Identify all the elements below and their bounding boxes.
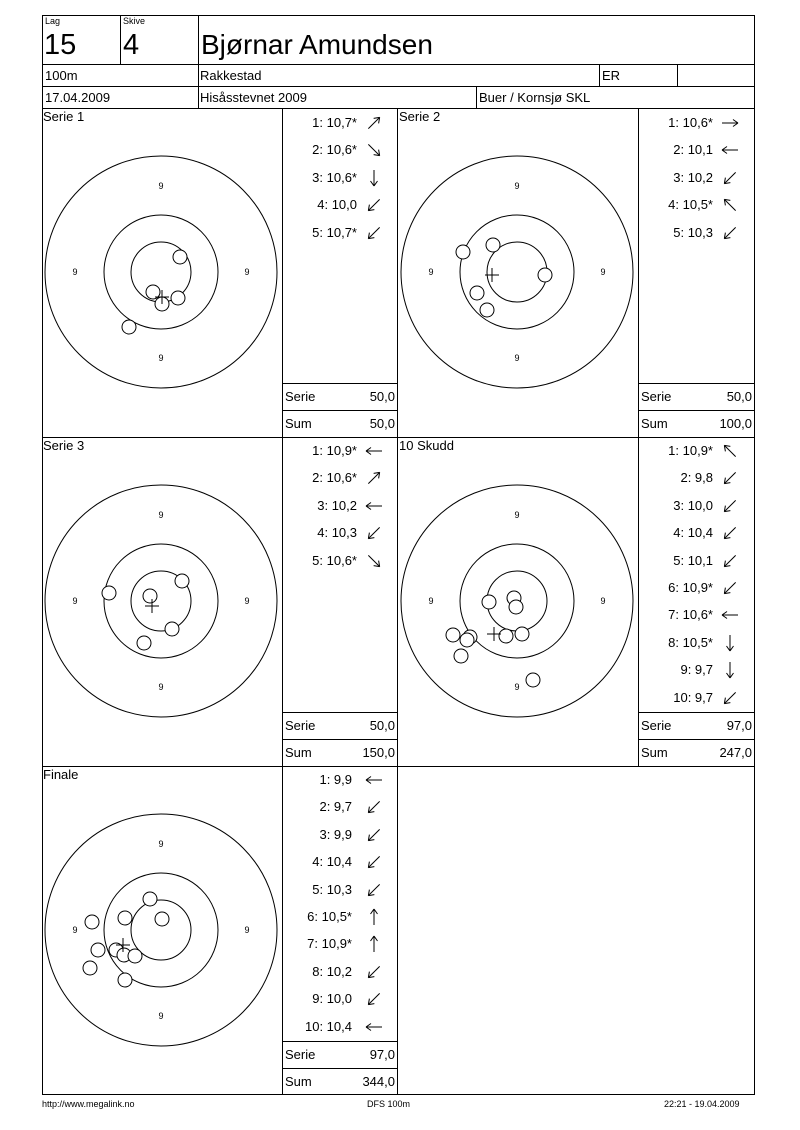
direction-arrow-icon xyxy=(363,906,385,928)
shot-hole xyxy=(128,949,142,963)
direction-arrow-icon xyxy=(719,139,741,161)
serie-value: 50,0 xyxy=(369,718,395,733)
shot-hole xyxy=(499,629,513,643)
ring-label: 9 xyxy=(158,181,164,191)
serie-label: Serie xyxy=(285,389,316,404)
serie-value: 97,0 xyxy=(369,1047,395,1062)
shot-hole xyxy=(515,627,529,641)
ring-label: 9 xyxy=(158,510,164,520)
shot-hole xyxy=(165,622,179,636)
shot-hole xyxy=(480,303,494,317)
shot-value: 5: 10,1 xyxy=(673,552,713,568)
class: ER xyxy=(602,68,621,83)
serie-label: Serie xyxy=(285,718,316,733)
ring-label: 9 xyxy=(72,596,78,606)
direction-arrow-icon xyxy=(363,796,385,818)
shot-value: 8: 10,2 xyxy=(312,963,352,979)
direction-arrow-icon xyxy=(363,933,385,955)
shot-value: 9: 10,0 xyxy=(312,991,352,1007)
shot-value: 3: 10,2 xyxy=(673,169,713,185)
sum-value: 100,0 xyxy=(719,416,752,431)
shot-value: 1: 10,9* xyxy=(312,443,357,458)
footer-center: DFS 100m xyxy=(367,1099,411,1109)
direction-arrow-icon xyxy=(363,824,385,846)
shot-hole xyxy=(143,589,157,603)
ring-label: 9 xyxy=(514,682,520,692)
ring-label: 9 xyxy=(244,925,250,935)
ring-label: 9 xyxy=(428,267,434,277)
direction-arrow-icon xyxy=(719,467,741,489)
target-ring xyxy=(460,215,574,329)
sum-label: Sum xyxy=(285,1074,312,1089)
panel-title: 10 Skudd xyxy=(399,438,454,453)
shot-hole xyxy=(486,238,500,252)
sum-label: Sum xyxy=(641,416,668,431)
sum-label: Sum xyxy=(285,745,312,760)
shot-value: 4: 10,5* xyxy=(668,197,713,213)
direction-arrow-icon xyxy=(719,222,741,244)
shot-hole xyxy=(509,600,523,614)
ring-label: 9 xyxy=(244,267,250,277)
shot-hole xyxy=(102,586,116,600)
shot-value: 2: 10,6* xyxy=(312,470,357,486)
direction-arrow-icon xyxy=(719,194,741,216)
direction-arrow-icon xyxy=(363,988,385,1010)
shot-hole xyxy=(454,649,468,663)
ring-label: 9 xyxy=(72,925,78,935)
direction-arrow-icon xyxy=(363,769,385,791)
sum-label: Sum xyxy=(641,745,668,760)
club: Rakkestad xyxy=(200,68,262,83)
shot-value: 4: 10,4 xyxy=(673,525,713,541)
direction-arrow-icon xyxy=(363,467,385,489)
lag-number: 15 xyxy=(44,29,77,61)
direction-arrow-icon xyxy=(363,139,385,161)
shooter-name: Bjørnar Amundsen xyxy=(201,29,433,60)
sum-value: 150,0 xyxy=(362,745,395,760)
direction-arrow-icon xyxy=(363,440,385,462)
shot-value: 2: 10,6* xyxy=(312,142,357,158)
shot-value: 2: 10,1 xyxy=(673,142,713,158)
direction-arrow-icon xyxy=(719,167,741,189)
direction-arrow-icon xyxy=(719,440,741,462)
sum-value: 247,0 xyxy=(719,745,752,760)
shot-hole xyxy=(118,911,132,925)
shot-value: 2: 9,7 xyxy=(319,799,352,815)
serie-value: 50,0 xyxy=(726,389,752,404)
direction-arrow-icon xyxy=(719,550,741,572)
shot-value: 10: 9,7 xyxy=(673,689,713,705)
shot-value: 5: 10,7* xyxy=(312,224,357,240)
shot-hole xyxy=(85,915,99,929)
ring-label: 9 xyxy=(72,267,78,277)
shot-value: 6: 10,5* xyxy=(307,909,352,924)
shot-value: 1: 9,9 xyxy=(319,772,352,787)
target-diagram xyxy=(41,810,281,1050)
direction-arrow-icon xyxy=(363,879,385,901)
event-name: Hisåsstevnet 2009 xyxy=(200,90,307,105)
shot-hole xyxy=(171,291,185,305)
shot-value: 3: 10,6* xyxy=(312,169,357,185)
direction-arrow-icon xyxy=(719,577,741,599)
ring-label: 9 xyxy=(244,596,250,606)
shot-value: 6: 10,9* xyxy=(668,580,713,595)
ring-label: 9 xyxy=(158,1011,164,1021)
shot-hole xyxy=(460,633,474,647)
shot-hole xyxy=(446,628,460,642)
shot-hole xyxy=(175,574,189,588)
shot-hole xyxy=(173,250,187,264)
ring-label: 9 xyxy=(514,353,520,363)
shot-hole xyxy=(83,961,97,975)
shot-hole xyxy=(470,286,484,300)
shot-hole xyxy=(526,673,540,687)
panel-title: Serie 2 xyxy=(399,109,441,124)
direction-arrow-icon xyxy=(363,222,385,244)
direction-arrow-icon xyxy=(719,112,741,134)
shot-value: 3: 10,2 xyxy=(317,497,357,513)
lag-label: Lag xyxy=(45,16,61,26)
ring-label: 9 xyxy=(600,267,606,277)
shot-value: 7: 10,6* xyxy=(668,607,713,623)
shot-value: 5: 10,3 xyxy=(673,224,713,240)
target-diagram xyxy=(41,481,281,721)
footer-url[interactable]: http://www.megalink.no xyxy=(42,1099,135,1109)
direction-arrow-icon xyxy=(719,495,741,517)
shot-value: 4: 10,0 xyxy=(317,197,357,213)
ring-label: 9 xyxy=(514,510,520,520)
shot-value: 8: 10,5* xyxy=(668,634,713,650)
shot-value: 4: 10,3 xyxy=(317,525,357,541)
ring-label: 9 xyxy=(600,596,606,606)
direction-arrow-icon xyxy=(363,1016,385,1038)
range-name: Buer / Kornsjø SKL xyxy=(479,90,591,105)
shot-hole xyxy=(456,245,470,259)
direction-arrow-icon xyxy=(363,112,385,134)
sum-value: 50,0 xyxy=(369,416,395,431)
ring-label: 9 xyxy=(428,596,434,606)
shot-hole xyxy=(91,943,105,957)
serie-label: Serie xyxy=(641,718,672,733)
skive-label: Skive xyxy=(123,16,146,26)
center-cross xyxy=(487,627,501,641)
shot-value: 1: 10,7* xyxy=(312,115,357,130)
direction-arrow-icon xyxy=(363,167,385,189)
shot-value: 4: 10,4 xyxy=(312,854,352,870)
shot-hole xyxy=(122,320,136,334)
ring-label: 9 xyxy=(158,682,164,692)
serie-value: 50,0 xyxy=(369,389,395,404)
target-diagram xyxy=(41,152,281,392)
shot-hole xyxy=(143,892,157,906)
shot-value: 1: 10,9* xyxy=(668,443,713,458)
shot-value: 3: 10,0 xyxy=(673,497,713,513)
ring-label: 9 xyxy=(158,839,164,849)
target-diagram xyxy=(397,152,637,392)
target-ring xyxy=(104,215,218,329)
shot-value: 10: 10,4 xyxy=(305,1018,352,1034)
shot-hole xyxy=(155,912,169,926)
shot-hole xyxy=(538,268,552,282)
ring-label: 9 xyxy=(514,181,520,191)
shot-value: 9: 9,7 xyxy=(680,662,713,678)
footer-timestamp: 22:21 - 19.04.2009 xyxy=(664,1099,740,1109)
serie-label: Serie xyxy=(641,389,672,404)
sum-label: Sum xyxy=(285,416,312,431)
shot-value: 1: 10,6* xyxy=(668,115,713,130)
target-ring xyxy=(104,544,218,658)
direction-arrow-icon xyxy=(363,550,385,572)
direction-arrow-icon xyxy=(719,522,741,544)
shot-hole xyxy=(482,595,496,609)
serie-label: Serie xyxy=(285,1047,316,1062)
shot-hole xyxy=(137,636,151,650)
target-ring xyxy=(104,873,218,987)
ring-label: 9 xyxy=(158,353,164,363)
target-diagram xyxy=(397,481,637,721)
shot-value: 3: 9,9 xyxy=(319,826,352,842)
direction-arrow-icon xyxy=(363,851,385,873)
panel-title: Finale xyxy=(43,767,79,782)
shot-value: 2: 9,8 xyxy=(680,470,713,486)
distance: 100m xyxy=(45,68,78,83)
shot-value: 5: 10,3 xyxy=(312,881,352,897)
skive-number: 4 xyxy=(123,29,140,61)
direction-arrow-icon xyxy=(719,604,741,626)
direction-arrow-icon xyxy=(363,522,385,544)
direction-arrow-icon xyxy=(363,961,385,983)
serie-value: 97,0 xyxy=(726,718,752,733)
shot-hole xyxy=(118,973,132,987)
sum-value: 344,0 xyxy=(362,1074,395,1089)
direction-arrow-icon xyxy=(719,632,741,654)
shot-value: 7: 10,9* xyxy=(307,936,352,952)
direction-arrow-icon xyxy=(719,659,741,681)
shot-value: 5: 10,6* xyxy=(312,552,357,568)
date: 17.04.2009 xyxy=(45,90,111,105)
direction-arrow-icon xyxy=(363,495,385,517)
direction-arrow-icon xyxy=(719,687,741,709)
panel-title: Serie 3 xyxy=(43,438,85,453)
panel-title: Serie 1 xyxy=(43,109,85,124)
direction-arrow-icon xyxy=(363,194,385,216)
